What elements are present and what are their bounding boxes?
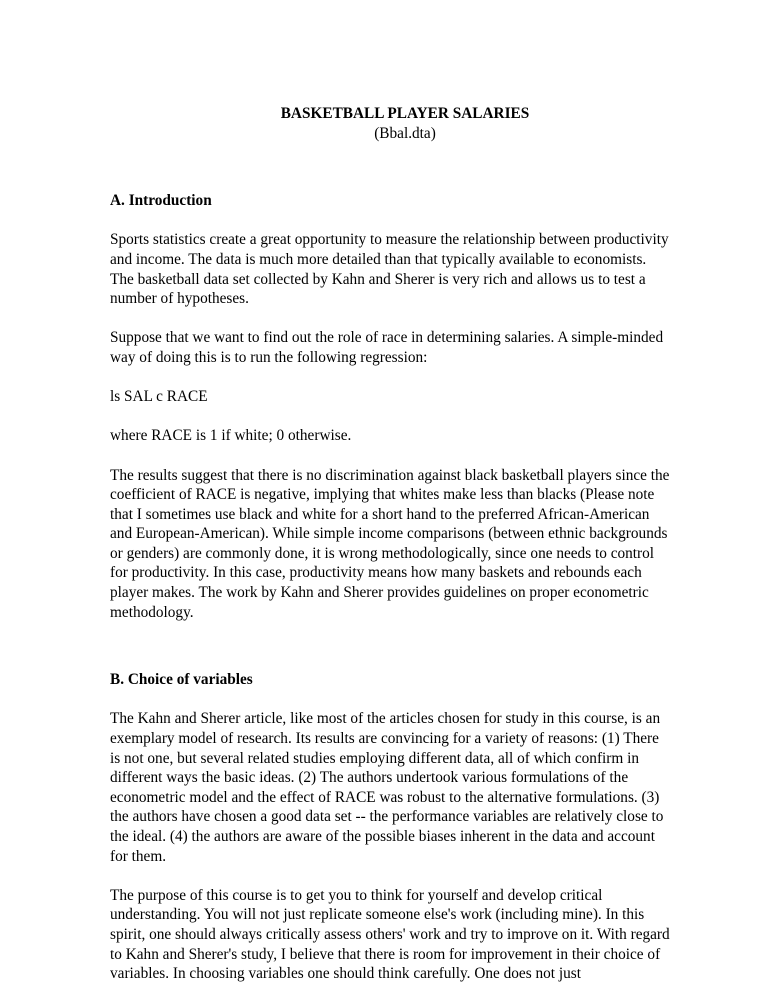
section-heading-choice-of-variables: B. Choice of variables	[110, 671, 253, 689]
section-heading-introduction: A. Introduction	[110, 192, 212, 210]
paragraph: where RACE is 1 if white; 0 otherwise.	[110, 427, 352, 445]
paragraph: The purpose of this course is to get you to think for yourself and develop critical understanding. You will not just replicate someone else's work (including mine). In this spirit, one should always critically assess others' work and try to improve on it. With regard to Kahn and Sherer's study, I believe that there is room for improvement in their choice of variables. In choosing variables one should think carefully. One does not just	[110, 886, 670, 983]
document-body	[110, 104, 670, 984]
regression-command: ls SAL c RACE	[110, 388, 208, 406]
paragraph: The Kahn and Sherer article, like most of the articles chosen for study in this course, is an exemplary model of research. Its results are convincing for a variety of reasons: (1) There is not one, but several related studies employing different data, all of which confirm in different ways the basic ideas. (2) The authors undertook various formulations of the econometric model and the effect of RACE was robust to the alternative formulations. (3) the authors have chosen a good data set -- the performance variables are relatively close to the ideal. (4) the authors are aware of the possible biases inherent in the data and account for them.	[110, 710, 664, 865]
paragraph: Sports statistics create a great opportunity to measure the relationship between productivity and income. The data is much more detailed than that typically available to economists. The basketball data set collected by Kahn and Sherer is very rich and allows us to test a number of hypotheses.	[110, 231, 669, 308]
document-subtitle: (Bbal.dta)	[374, 124, 436, 142]
paragraph: The results suggest that there is no discrimination against black basketball players since the coefficient of RACE is negative, implying that whites make less than blacks (Please note that I sometimes use black and white for a short hand to the preferred African-American and European-American). While simple income comparisons (between ethnic backgrounds or genders) are commonly done, it is wrong methodologically, since one needs to control for productivity. In this case, productivity means how many baskets and rebounds each player makes. The work by Kahn and Sherer provides guidelines on proper econometric methodology.	[110, 466, 670, 621]
paragraph: Suppose that we want to find out the role of race in determining salaries. A simple-minded way of doing this is to run the following regression:	[110, 329, 664, 366]
title-block	[140, 104, 670, 143]
document-title: BASKETBALL PLAYER SALARIES	[280, 105, 530, 122]
